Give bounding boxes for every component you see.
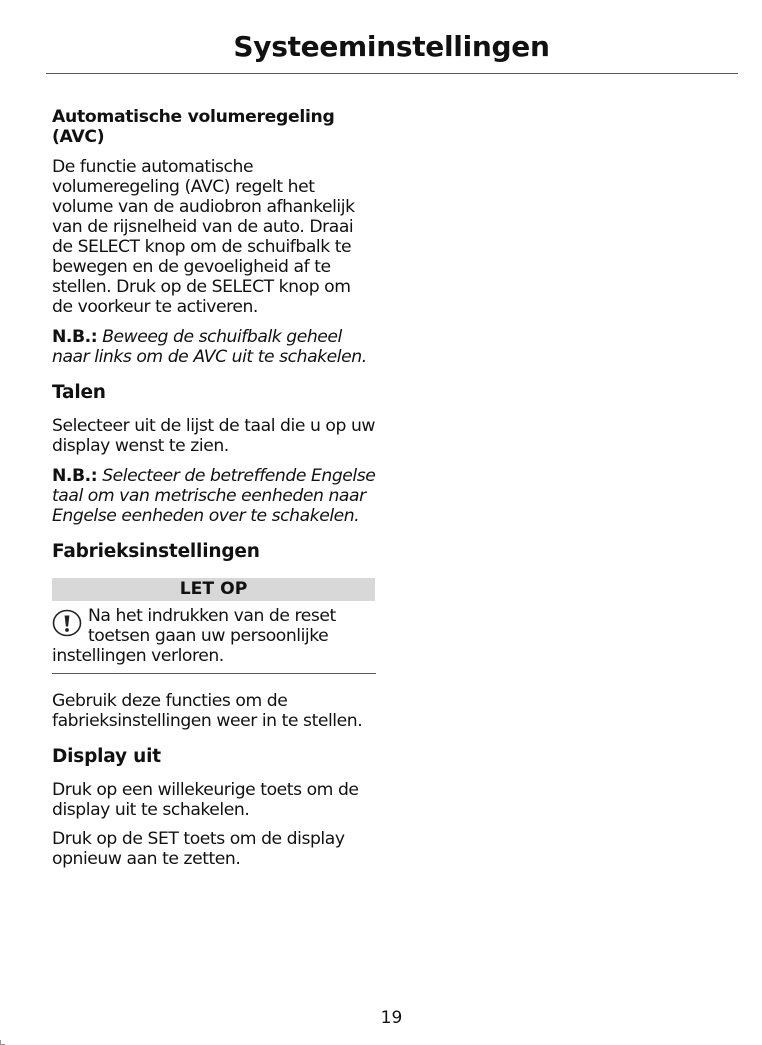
display-uit-body-2: Druk op de SET toets om de display opnieuw aan te zetten. [52,829,345,869]
avc-body: De functie automatische volumeregeling (AVC) regelt het volume van de audiobron afhankelijk van de rijsnelheid van de auto. Draai de SELECT knop om de schuifbalk te bewegen en de gevoeligheid af te stellen. Druk op de SELECT knop om de voorkeur te activeren. [52,157,355,317]
warning-box [52,578,376,674]
page-title: Systeeminstellingen [233,30,550,63]
talen-body: Selecteer uit de lijst de taal die u op uw display wenst te zien. [52,416,376,456]
section-talen [52,382,376,526]
section-avc [52,107,376,367]
fabrieksinstellingen-heading: Fabrieksinstellingen [52,541,260,562]
crop-mark [0,1040,5,1045]
display-uit-heading: Display uit [52,746,161,767]
display-uit-body-1: Druk op een willekeurige toets om de display uit te schakelen. [52,780,359,820]
content-column [52,107,376,869]
avc-heading: Automatische volumeregeling (AVC) [52,107,335,147]
fabrieksinstellingen-body: Gebruik deze functies om de fabrieksinstellingen weer in te stellen. [52,691,363,731]
warning-text: Na het indrukken van de reset toetsen gaan uw persoonlijke instellingen verloren. [52,606,336,666]
warning-icon [52,609,82,637]
page-number: 19 [380,1008,403,1028]
title-divider [46,73,738,74]
talen-note-text: Selecteer de betreffende Engelse taal om van metrische eenheden naar Engelse eenheden over te schakelen. [52,466,376,526]
section-fabrieksinstellingen [52,541,376,731]
avc-note-label: N.B.: [52,327,98,347]
talen-heading: Talen [52,382,106,403]
warning-body [52,606,376,674]
warning-title: LET OP [52,578,375,601]
section-display-uit [52,746,376,869]
avc-note [52,327,376,367]
talen-note-label: N.B.: [52,466,98,486]
avc-note-text: Beweeg de schuifbalk geheel naar links om de AVC uit te schakelen. [52,327,367,367]
talen-note [52,466,376,526]
